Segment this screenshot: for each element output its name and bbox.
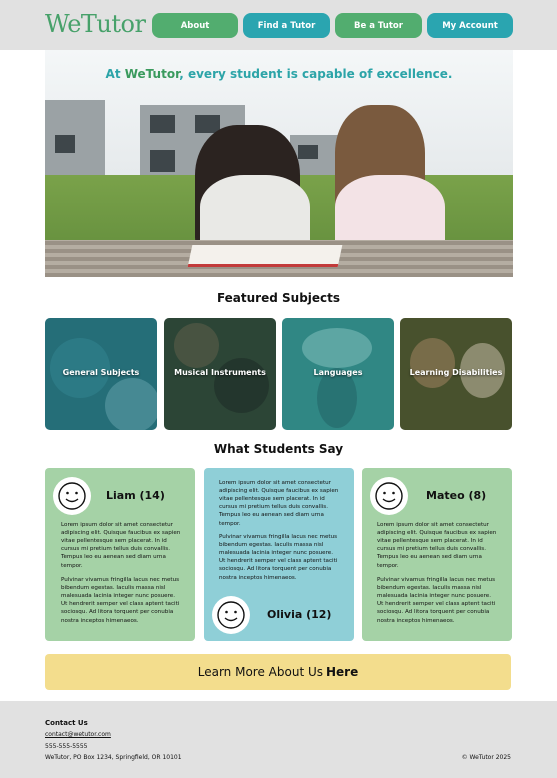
smiley-icon: [53, 477, 91, 515]
smiley-icon: [370, 477, 408, 515]
footer-title: Contact Us: [45, 719, 88, 727]
testimonial-card: [362, 468, 512, 641]
smiley-icon: [212, 596, 250, 634]
featured-subjects-title: Featured Subjects: [216, 291, 341, 305]
footer-address: WeTutor, PO Box 1234, Springfield, OR 10101: [45, 754, 182, 761]
notebook: [188, 245, 343, 267]
testimonial-card: [45, 468, 195, 641]
site-logo[interactable]: WeTutor: [45, 10, 146, 38]
footer-email-link[interactable]: contact@wetutor.com: [45, 731, 111, 738]
learn-more-button[interactable]: [45, 654, 511, 690]
footer-copyright: © WeTutor 2025: [461, 754, 511, 761]
testimonial-paragraph: Pulvinar vivamus fringilla lacus nec metus bibendum egestas. Iaculis massa nisl malesuada lacinia integer nunc posuere. Ut hendrerit semper vel class aptent taciti sociosqu. Ad litora torquent per conubia nostra inceptos himenaeos.: [377, 577, 496, 624]
subject-label: Learning Disabilities: [409, 368, 503, 377]
site-header: [0, 0, 557, 50]
hero-title: At WeTutor, every student is capable of excellence.: [105, 67, 453, 81]
nav-my-account-button[interactable]: My Account: [427, 13, 513, 38]
student-name: Mateo (8): [426, 489, 487, 502]
subject-label: General Subjects: [62, 368, 140, 377]
testimonial-card: [204, 468, 354, 641]
testimonial-paragraph: Lorem ipsum dolor sit amet consectetur adipiscing elit. Quisque faucibus ex sapien vitae pellentesque sem placerat. In id cursus mi pretium tellus duis convallis. Tempus leo eu aenean sed diam urna tempor.: [61, 522, 181, 569]
hero-banner: [45, 50, 513, 277]
testimonial-paragraph: Lorem ipsum dolor sit amet consectetur adipiscing elit. Quisque faucibus ex sapien vitae pellentesque sem placerat. In id cursus mi pretium tellus duis convallis. Tempus leo eu aenean sed diam urna tempor.: [219, 480, 339, 527]
footer-phone: 555-555-5555: [45, 743, 88, 750]
testimonial-paragraph: Pulvinar vivamus fringilla lacus nec metus bibendum egestas. Iaculis massa nisl malesuada lacinia integer nunc posuere. Ut hendrerit semper vel class aptent taciti sociosqu. Ad litora torquent per conubia nostra inceptos himenaeos.: [61, 577, 180, 624]
nav-about-button[interactable]: About: [152, 13, 238, 38]
nav-be-tutor-button[interactable]: Be a Tutor: [335, 13, 422, 38]
subject-general[interactable]: [45, 318, 157, 430]
subject-learning-disabilities[interactable]: [400, 318, 512, 430]
site-footer: [0, 701, 557, 778]
subject-label: Languages: [313, 368, 363, 377]
cta-bold: Here: [326, 665, 359, 679]
cta-text: Learn More About Us: [197, 665, 323, 679]
testimonial-paragraph: Pulvinar vivamus fringilla lacus nec metus bibendum egestas. Iaculis massa nisl malesuada lacinia integer nunc posuere. Ut hendrerit semper vel class aptent taciti sociosqu. Ad litora torquent per conubia nostra inceptos himenaeos.: [219, 534, 338, 581]
student-name: Liam (14): [106, 489, 165, 502]
student-name: Olivia (12): [267, 608, 332, 621]
nav-find-tutor-button[interactable]: Find a Tutor: [243, 13, 330, 38]
testimonials-title: What Students Say: [213, 442, 344, 456]
subject-music[interactable]: [164, 318, 276, 430]
testimonial-paragraph: Lorem ipsum dolor sit amet consectetur adipiscing elit. Quisque faucibus ex sapien vitae pellentesque sem placerat. In id cursus mi pretium tellus duis convallis. Tempus leo eu aenean sed diam urna tempor.: [377, 522, 497, 569]
subject-label: Musical Instruments: [174, 368, 266, 377]
subject-languages[interactable]: [282, 318, 394, 430]
